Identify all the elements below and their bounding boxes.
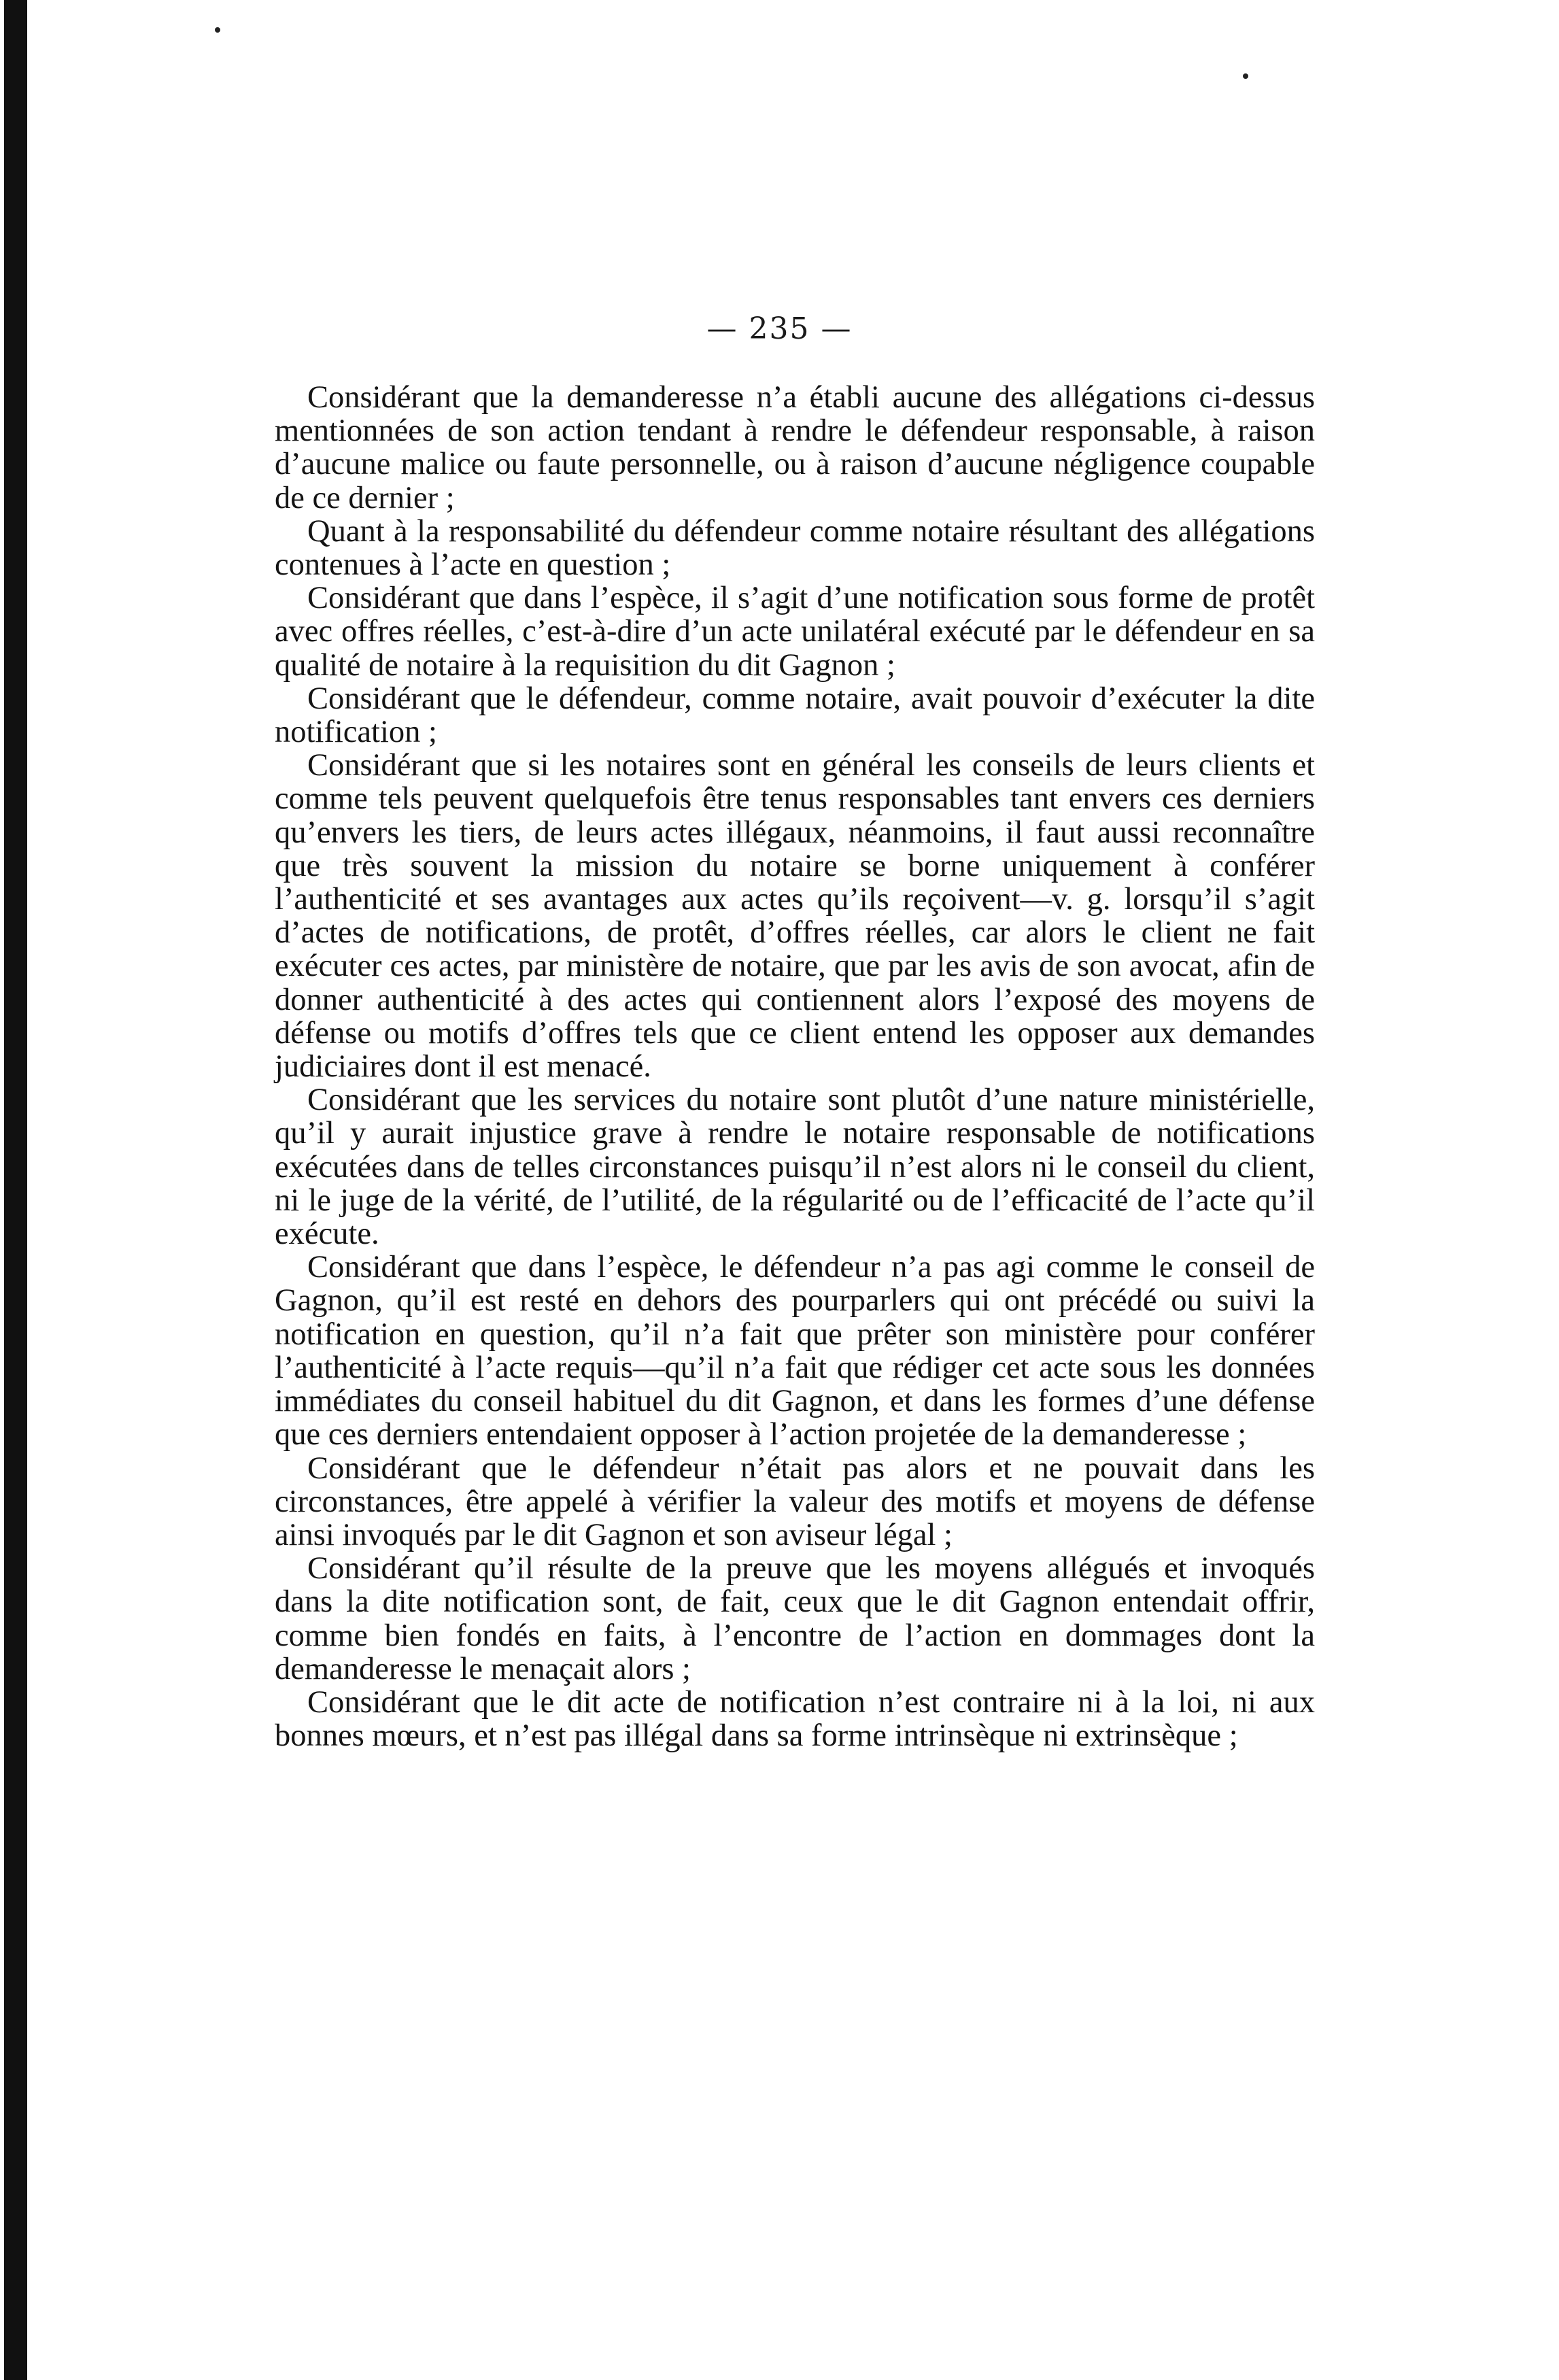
paragraph: Quant à la responsabilité du défendeur comme notaire résultant des allégations contenues à l’acte en question ; [275,513,1315,583]
document-body [275,381,1315,1752]
scan-speck [215,27,220,33]
paragraph: Considérant que le défendeur n’était pas alors et ne pouvait dans les circonstances, être appelé à vérifier la valeur des motifs et moyens de défense ainsi invoqués par le dit Gagnon et son aviseur légal ; [275,1450,1315,1552]
scan-speck [1243,73,1248,79]
paragraph: Considérant que le défendeur, comme notaire, avait pouvoir d’exécuter la dite notification ; [275,681,1315,750]
paragraph: Considérant qu’il résulte de la preuve que les moyens allégués et invoqués dans la dite notification sont, de fait, ceux que le dit Gagnon entendait offrir, comme bien fondés en faits, à l’encontre de l’action en dommages dont la demanderesse le menaçait alors ; [275,1551,1315,1686]
paragraph: Considérant que si les notaires sont en général les conseils de leurs clients et comme tels peuvent quelquefois être tenus responsables tant envers ces derniers qu’envers les tiers, de leurs actes illégaux, néanmoins, il faut aussi reconnaître que très souvent la mission du notaire se borne uniquement à conférer l’authenticité et ses avantages aux actes qu’ils reçoivent—v. g. lorsqu’il s’agit d’actes de notifications, de protêt, d’offres réelles, car alors le client ne fait exécuter ces actes, par ministère de notaire, que par les avis de son avocat, afin de donner authenticité à des actes qui contiennent alors l’exposé des moyens de défense ou motifs d’offres tels que ce client entend les opposer aux demandes judiciaires dont il est menacé. [275,748,1315,1085]
paragraph: Considérant que le dit acte de notification n’est contraire ni à la loi, ni aux bonnes mœurs, et n’est pas illégal dans sa forme intrinsèque ni extrinsèque ; [275,1684,1315,1754]
paragraph: Considérant que les services du notaire sont plutôt d’une nature ministérielle, qu’il y aurait injustice grave à rendre le notaire responsable de notifications exécutées dans de telles circonstances puisqu’il n’est alors ni le conseil du client, ni le juge de la vérité, de l’utilité, de la régularité ou de l’efficacité de l’acte qu’il exécute. [275,1083,1315,1252]
paragraph: Considérant que la demanderesse n’a établi aucune des allégations ci-dessus mentionnées de son action tendant à rendre le défendeur responsable, à raison d’aucune malice ou faute personnelle, ou à raison d’aucune négligence coupable de ce dernier ; [275,380,1315,515]
paragraph: Considérant que dans l’espèce, le défendeur n’a pas agi comme le conseil de Gagnon, qu’il est resté en dehors des pourparlers qui ont précédé ou suivi la notification en question, qu’il n’a fait que prêter son ministère pour conférer l’authenticité à l’acte requis—qu’il n’a fait que rédiger cet acte sous les données immédiates du conseil habituel du dit Gagnon, et dans les formes d’une défense que ces derniers entendaient opposer à l’action projetée de la demanderesse ; [275,1250,1315,1452]
scan-border [4,0,27,2380]
page-number: — 235 — [706,311,853,346]
paragraph: Considérant que dans l’espèce, il s’agit d’une notification sous forme de protêt avec offres réelles, c’est-à-dire d’un acte unilatéral exécuté par le défendeur en sa qualité de notaire à la requisition du dit Gagnon ; [275,581,1315,683]
